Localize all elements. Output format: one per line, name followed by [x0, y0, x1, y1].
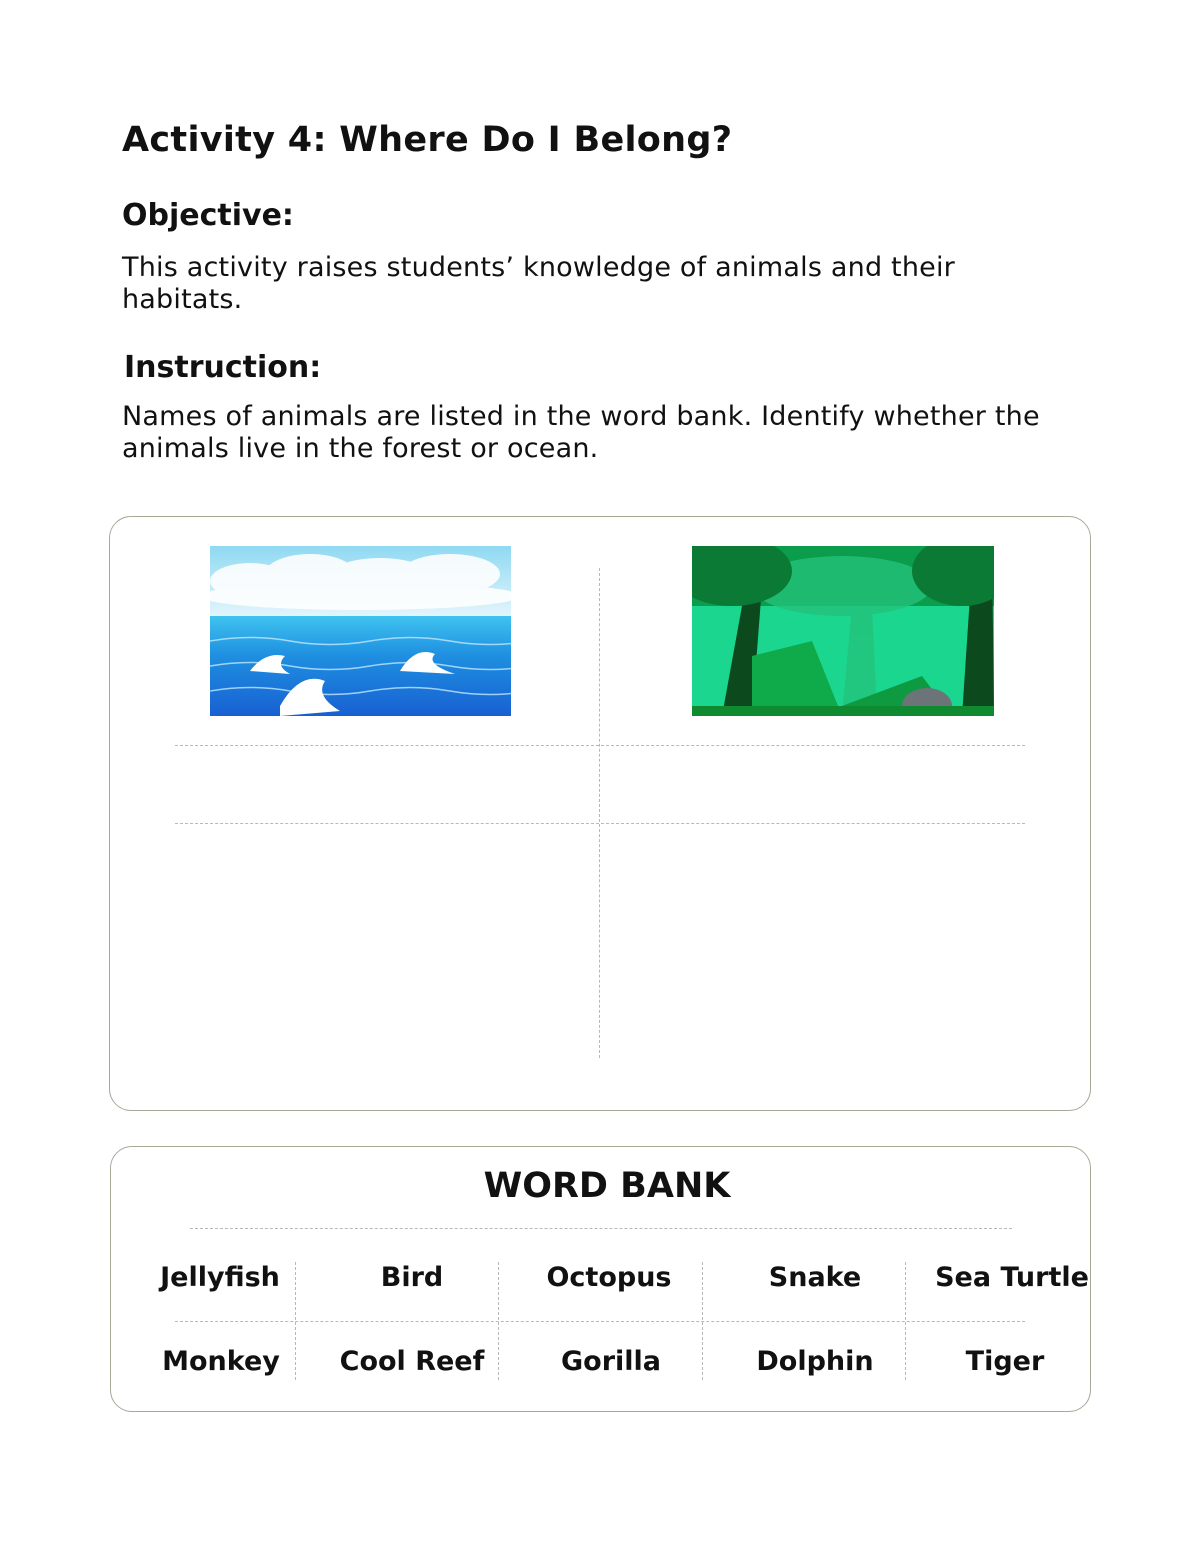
word-bank-item: Octopus — [546, 1262, 672, 1293]
word-bank-item: Monkey — [162, 1346, 280, 1377]
word-bank-divider — [190, 1228, 1012, 1229]
answer-line — [175, 745, 1025, 746]
ocean-image — [210, 546, 511, 716]
word-bank-title: WORD BANK — [483, 1166, 731, 1206]
word-bank-item: Dolphin — [756, 1346, 874, 1377]
forest-image — [692, 546, 994, 716]
word-bank-item: Snake — [768, 1262, 862, 1293]
objective-heading: Objective: — [122, 198, 294, 233]
word-bank-item: Sea Turtle — [935, 1262, 1089, 1293]
answer-line — [175, 823, 1025, 824]
column-divider — [599, 568, 600, 1058]
word-bank-item: Jellyfish — [160, 1262, 280, 1293]
page-title: Activity 4: Where Do I Belong? — [122, 120, 733, 160]
word-bank-item: Bird — [380, 1262, 444, 1293]
word-bank-item: Gorilla — [560, 1346, 661, 1377]
instruction-text: Names of animals are listed in the word bank. Identify whether the animals live in the forest or ocean. — [122, 401, 1040, 464]
word-bank-item: Cool Reef — [339, 1346, 485, 1377]
instruction-heading: Instruction: — [124, 350, 322, 385]
word-bank-item: Tiger — [965, 1346, 1045, 1377]
objective-text: This activity raises students’ knowledge of animals and their habitats. — [122, 252, 955, 315]
word-bank-row-divider — [175, 1321, 1025, 1322]
